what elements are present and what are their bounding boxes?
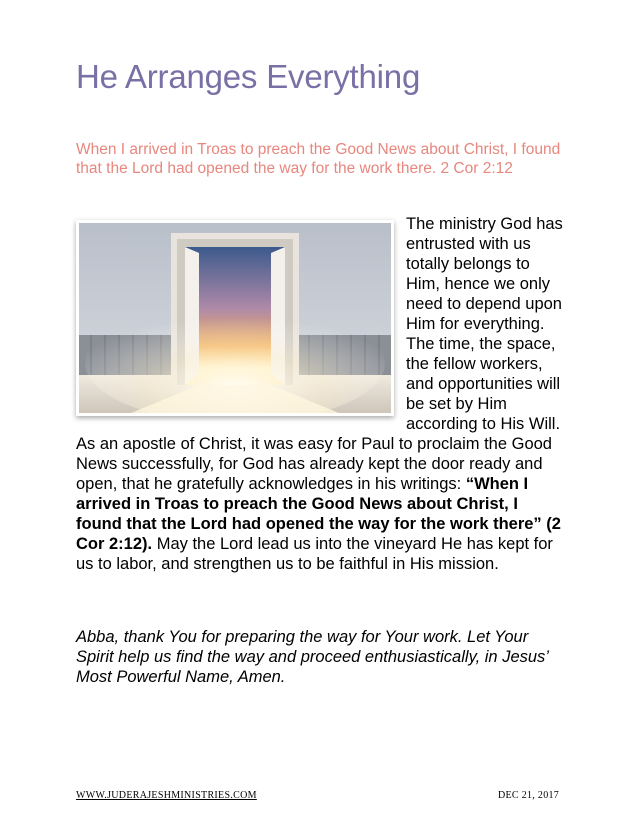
footer-website-link[interactable]: WWW.JUDERAJESHMINISTRIES.COM [76, 790, 257, 801]
footer-date: DEC 21, 2017 [498, 790, 560, 801]
scripture-verse: When I arrived in Troas to preach the Good News about Christ, I found that the Lord had opened the way for the work there. 2 Cor 2:12 [76, 141, 561, 177]
open-door-light-image [76, 220, 394, 416]
body-quote-text: “When I arrived in Troas to preach the Good News about Christ, I found that the Lord had opened the way for the work there” (2 Cor 2:12). [76, 475, 561, 553]
page-title: He Arranges Everything [76, 58, 421, 95]
closing-prayer: Abba, thank You for preparing the way for Your work. Let Your Spirit help us find the way and proceed enthusiastically, in Jesus’ Most Powerful Name, Amen. [76, 628, 549, 686]
body-paragraph [76, 214, 566, 574]
body-intro-text: The ministry God has entrusted with us totally belongs to Him, hence we only need to depend upon Him for everything. The time, the space, the fellow workers, and opportunities will be set by Him according to His Will. As an apostle of Christ, it was easy for Paul to proclaim the Good News successfully, for God has already kept the door ready and open, that he gratefully acknowledges in his writings: [76, 215, 563, 493]
body-outro-text: May the Lord lead us into the vineyard He has kept for us to labor, and strengthen us to be faithful in His mission. [76, 535, 553, 573]
